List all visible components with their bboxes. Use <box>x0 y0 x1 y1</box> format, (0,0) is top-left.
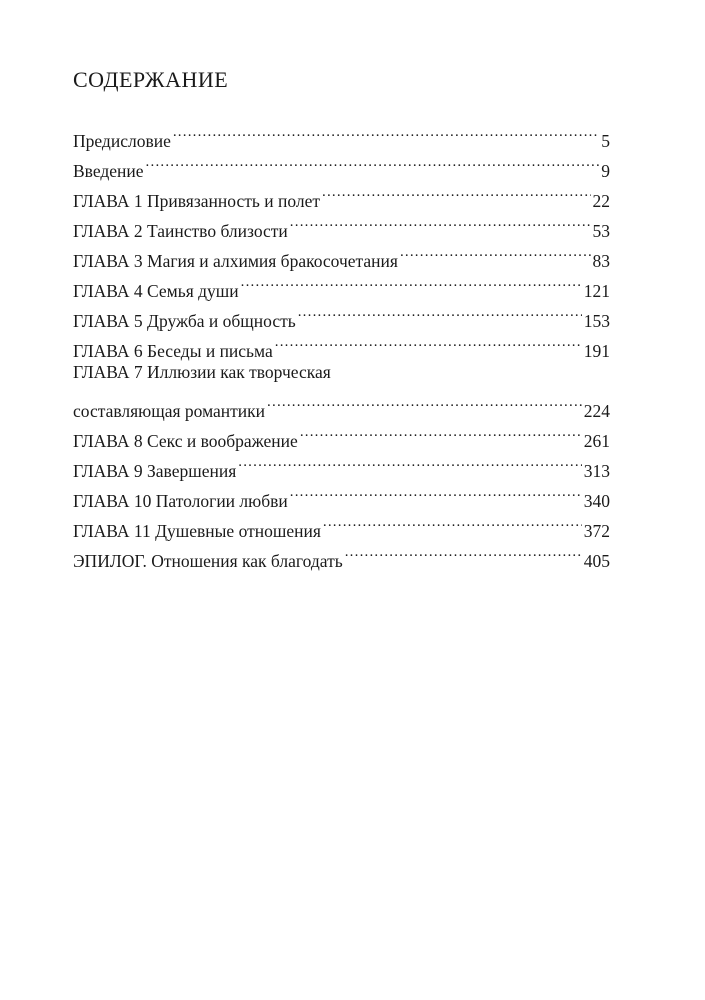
toc-entry-page: 191 <box>583 341 610 361</box>
toc-entry-page: 9 <box>601 161 610 181</box>
dot-leader <box>323 507 582 537</box>
dot-leader <box>300 417 582 447</box>
dot-leader <box>146 147 600 177</box>
dot-leader <box>241 267 582 297</box>
toc-entry-second-line <box>73 387 610 421</box>
toc-entry-page: 372 <box>583 521 610 541</box>
toc-entry-title: ГЛАВА 8 Секс и воображение <box>73 431 298 451</box>
toc-entry-title: ГЛАВА 5 Дружба и общность <box>73 311 296 331</box>
toc-entry-page: 83 <box>592 251 610 271</box>
toc-entry-title: ГЛАВА 11 Душевные отношения <box>73 521 321 541</box>
dot-leader <box>322 177 591 207</box>
toc-entry-page: 121 <box>583 281 610 301</box>
toc-heading: СОДЕРЖАНИЕ <box>73 67 229 92</box>
toc-entry-page: 153 <box>583 311 610 331</box>
toc-entry-page: 53 <box>592 221 610 241</box>
toc-entry-introduction[interactable] <box>73 147 610 181</box>
toc-entry-title: ГЛАВА 1 Привязанность и полет <box>73 191 320 211</box>
toc-entry-chapter-1[interactable] <box>73 177 610 211</box>
toc-entry-title: Предисловие <box>73 131 171 151</box>
toc-entry-title: ГЛАВА 4 Семья души <box>73 281 239 301</box>
dot-leader <box>400 237 591 267</box>
dot-leader <box>290 207 591 237</box>
toc-entry-page: 313 <box>583 461 610 481</box>
toc-entry-page: 340 <box>583 491 610 511</box>
toc-entry-title: Введение <box>73 161 144 181</box>
toc-entry-title: ГЛАВА 9 Завершения <box>73 461 237 481</box>
dot-leader <box>275 327 582 357</box>
toc-entry-preface[interactable] <box>73 117 610 151</box>
toc-entry-title: ГЛАВА 2 Таинство близости <box>73 221 288 241</box>
table-of-contents <box>73 117 610 571</box>
dot-leader <box>298 297 582 327</box>
dot-leader <box>345 537 582 567</box>
toc-entry-page: 22 <box>592 191 610 211</box>
toc-entry-title: ГЛАВА 10 Патологии любви <box>73 491 288 511</box>
toc-entry-title-line-1: ГЛАВА 7 Иллюзии как творческая <box>73 362 331 382</box>
toc-entry-title: ГЛАВА 6 Беседы и письма <box>73 341 273 361</box>
toc-entry-page: 224 <box>583 401 610 421</box>
dot-leader <box>290 477 582 507</box>
toc-entry-page: 261 <box>583 431 610 451</box>
dot-leader <box>238 447 581 477</box>
toc-entry-chapter-7[interactable] <box>73 357 610 421</box>
dot-leader <box>267 387 582 417</box>
toc-entry-title-line-2: составляющая романтики <box>73 401 266 421</box>
toc-entry-page: 405 <box>583 551 610 571</box>
toc-entry-page: 5 <box>601 131 610 151</box>
toc-entry-title: ГЛАВА 3 Магия и алхимия бракосочетания <box>73 251 398 271</box>
dot-leader <box>173 117 599 147</box>
toc-entry-title: ЭПИЛОГ. Отношения как благодать <box>73 551 343 571</box>
